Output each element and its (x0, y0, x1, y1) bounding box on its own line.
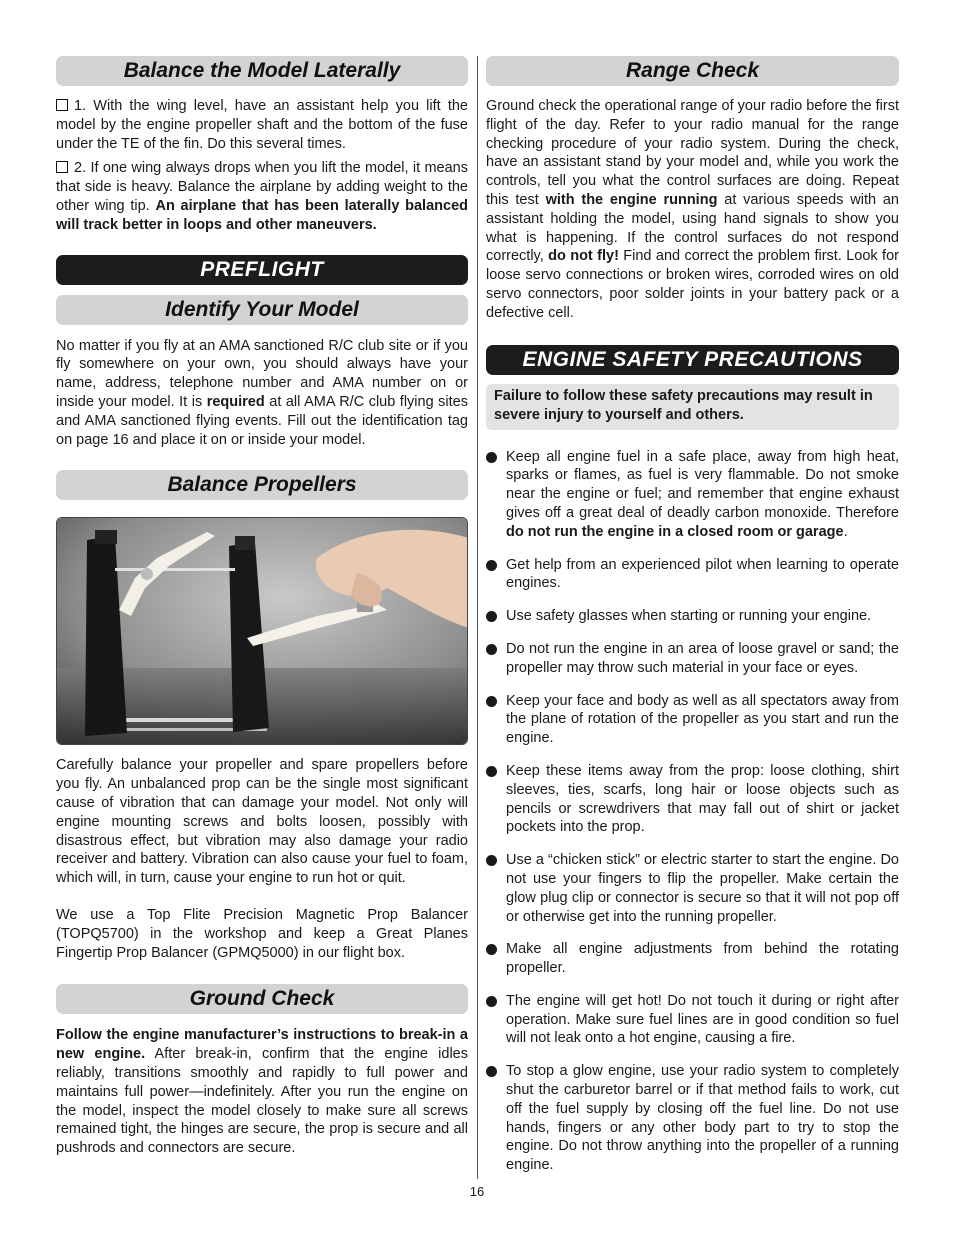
list-item: Use safety glasses when starting or running your engine. (486, 607, 899, 626)
preflight-heading: PREFLIGHT (56, 255, 468, 285)
ground-check-text: Follow the engine manufacturer’s instructions to break-in a new engine. After break-in, confirm that the engine idles reliably, transitions smoothly and rapidly to full power and maintains full power—indefinitely. After you run the engine on the model, inspect the model closely to make sure all screws remained tight, the hinges are secure, the prop is secure and all pushrods and connectors are secure. (56, 1027, 468, 1157)
list-item: Do not run the engine in an area of loose gravel or sand; the propeller may throw such material in your face or eyes. (486, 640, 899, 678)
left-column (56, 56, 468, 1158)
list-item: Keep these items away from the prop: loose clothing, shirt sleeves, ties, scarfs, long hair or loose objects such as pencils or screwdrivers that may fall out of shirt or jacket pockets into the prop. (486, 762, 899, 837)
balance-propellers-text-1: Carefully balance your propeller and spare propellers before you fly. An unbalanced prop can be the single most significant cause of vibration that can damage your model. Not only will engine mounting screws and bolts loosen, possibly with disastrous effect, but vibration may also damage your radio receiver and battery. Vibration can also cause your fuel to foam, which will, in turn, cause your engine to run hot or quit. (56, 757, 468, 887)
checkbox-icon[interactable] (56, 161, 68, 173)
safety-bullet-list (486, 448, 899, 1176)
bullet-icon (486, 560, 497, 571)
bullet-icon (486, 1066, 497, 1077)
checkbox-icon[interactable] (56, 99, 68, 111)
list-item: The engine will get hot! Do not touch it during or right after operation. Make sure fuel lines are in good condition so fuel will not leak onto a hot engine, causing a fire. (486, 992, 899, 1048)
prop-balancer-illustration (57, 518, 468, 745)
balance-propellers-heading: Balance Propellers (56, 470, 468, 500)
lateral-step-1: 1. With the wing level, have an assistant help you lift the model by the engine propeller shaft and the bottom of the fuse under the TE of the fin. Do this several times. (56, 98, 468, 152)
range-check-text: Ground check the operational range of your radio before the first flight of the day. Refer to your radio manual for the range checking procedure of your radio system. During the check, have an assistant stand by your model and, while you work the controls, tell you what the control surfaces are doing. Repeat this test with the engine running at various speeds with an assistant holding the model, using hand signals to show you what is happening. If the control surfaces do not respond correctly, do not fly! Find and correct the problem first. Look for loose servo connections or broken wires, corroded wires on old servo connectors, poor solder joints in your battery pack or a defective cell. (486, 98, 900, 321)
list-item: To stop a glow engine, use your radio system to completely shut the carburetor barrel or if that method fails to work, cut off the fuel supply by closing off the fuel line. Do not use hands, fingers or any other body part to try to stop the engine. Do not throw anything into the propeller of a running engine. (486, 1062, 899, 1175)
bullet-icon (486, 611, 497, 622)
bullet-icon (486, 452, 497, 463)
page-number: 16 (469, 1184, 485, 1199)
bullet-icon (486, 996, 497, 1007)
bullet-icon (486, 855, 497, 866)
balance-laterally-heading: Balance the Model Laterally (56, 56, 468, 86)
bullet-icon (486, 696, 497, 707)
bullet-icon (486, 766, 497, 777)
identify-model-text: No matter if you fly at an AMA sanctioned R/C club site or if you fly somewhere on your own, you should always have your name, address, telephone number and AMA number on or inside your model. It is required at all AMA R/C club flying sites and AMA sanctioned flying events. Fill out the identification tag on page 16 and place it on or inside your model. (56, 337, 468, 448)
balance-propellers-text-2: We use a Top Flite Precision Magnetic Prop Balancer (TOPQ5700) in the workshop and keep a Great Planes Fingertip Prop Balancer (GPMQ5000) in our flight box. (56, 906, 468, 961)
lateral-step-2: 2. If one wing always drops when you lift the model, it means that side is heavy. Balance the airplane by adding weight to the other wing tip. An airplane that has been laterally balanced will track better in loops and other maneuvers. (56, 160, 468, 233)
list-item: Make all engine adjustments from behind the rotating propeller. (486, 940, 899, 978)
column-divider (477, 56, 478, 1179)
identify-model-heading: Identify Your Model (56, 295, 468, 325)
list-item: Use a “chicken stick” or electric starter to start the engine. Do not use your fingers to flip the propeller. Make certain the glow plug clip or connector is secure so that it will not pop off or otherwise get into the running propeller. (486, 851, 899, 926)
ground-check-heading: Ground Check (56, 984, 468, 1014)
range-check-heading: Range Check (486, 56, 899, 86)
prop-balancer-photo (56, 517, 468, 745)
engine-safety-heading: ENGINE SAFETY PRECAUTIONS (486, 345, 899, 375)
safety-warning-box: Failure to follow these safety precautions may result in severe injury to yourself and others. (486, 384, 899, 430)
bullet-icon (486, 944, 497, 955)
list-item: Keep your face and body as well as all spectators away from the plane of rotation of the propeller as you start and run the engine. (486, 692, 899, 748)
bullet-icon (486, 644, 497, 655)
list-item: Get help from an experienced pilot when learning to operate engines. (486, 556, 899, 594)
right-column (486, 56, 899, 1189)
list-item: Keep all engine fuel in a safe place, away from high heat, sparks or flames, as fuel is very flammable. Do not smoke near the engine or fuel; and remember that engine exhaust gives off a great deal of deadly carbon monoxide. Therefore do not run the engine in a closed room or garage. (486, 448, 899, 542)
